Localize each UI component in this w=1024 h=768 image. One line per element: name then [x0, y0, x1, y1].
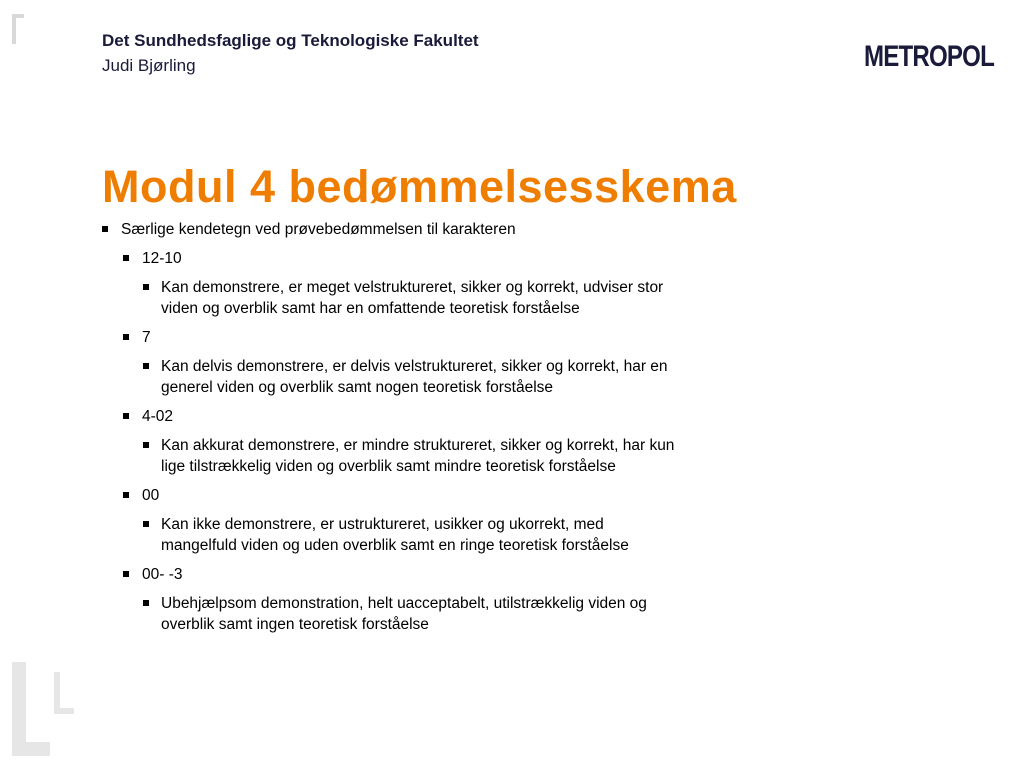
grade-item: [102, 406, 702, 427]
faculty-name: Det Sundhedsfaglige og Teknologiske Fakultet: [102, 31, 479, 50]
corner-bracket-top-left: [12, 14, 24, 44]
square-bullet-icon: [143, 600, 149, 606]
bullet-intro: [102, 219, 702, 240]
grade-description: [102, 435, 681, 477]
slide-title: Modul 4 bedømmelsesskema: [102, 161, 737, 212]
logo-text: METROPOL: [864, 40, 995, 73]
square-bullet-icon: [143, 363, 149, 369]
square-bullet-icon: [123, 334, 129, 340]
square-bullet-icon: [143, 442, 149, 448]
grade-description-text: Kan ikke demonstrere, er ustruktureret, usikker og ukorrekt, med mangelfuld viden og uden overblik samt en ringe teoretisk forståelse: [161, 516, 629, 554]
grade-label: 4-02: [142, 408, 174, 425]
grade-description-text: Kan demonstrere, er meget velstruktureret, sikker og korrekt, udviser stor viden og overblik samt har en omfattende teoretisk forståelse: [161, 279, 664, 317]
grade-label: 7: [142, 329, 151, 346]
square-bullet-icon: [143, 521, 149, 527]
grade-item: [102, 485, 702, 506]
square-bullet-icon: [143, 284, 149, 290]
square-bullet-icon: [123, 413, 129, 419]
grade-item: [102, 564, 702, 585]
grade-description: [102, 593, 681, 635]
intro-text: Særlige kendetegn ved prøvebedømmelsen til karakteren: [121, 221, 516, 238]
grade-description-text: Ubehjælpsom demonstration, helt uacceptabelt, utilstrækkelig viden og overblik samt ingen teoretisk forståelse: [161, 595, 647, 633]
grade-description: [102, 356, 681, 398]
square-bullet-icon: [102, 226, 108, 232]
grade-item: [102, 248, 702, 269]
square-bullet-icon: [123, 492, 129, 498]
grade-label: 12-10: [142, 250, 182, 267]
corner-bracket-bottom-left: [12, 662, 64, 758]
metropol-logo: [864, 36, 996, 72]
grade-description-text: Kan akkurat demonstrere, er mindre struktureret, sikker og korrekt, har kun lige tilstrækkelig viden og overblik samt mindre teoretisk forståelse: [161, 437, 675, 475]
grade-description: [102, 514, 681, 556]
square-bullet-icon: [123, 571, 129, 577]
slide-content: [102, 219, 702, 643]
grade-label: 00: [142, 487, 160, 504]
grade-label: 00- -3: [142, 566, 183, 583]
author-name: Judi Bjørling: [102, 56, 196, 75]
grade-description-text: Kan delvis demonstrere, er delvis velstruktureret, sikker og korrekt, har en generel viden og overblik samt nogen teoretisk forståelse: [161, 358, 668, 396]
grade-item: [102, 327, 702, 348]
grade-description: [102, 277, 681, 319]
square-bullet-icon: [123, 255, 129, 261]
